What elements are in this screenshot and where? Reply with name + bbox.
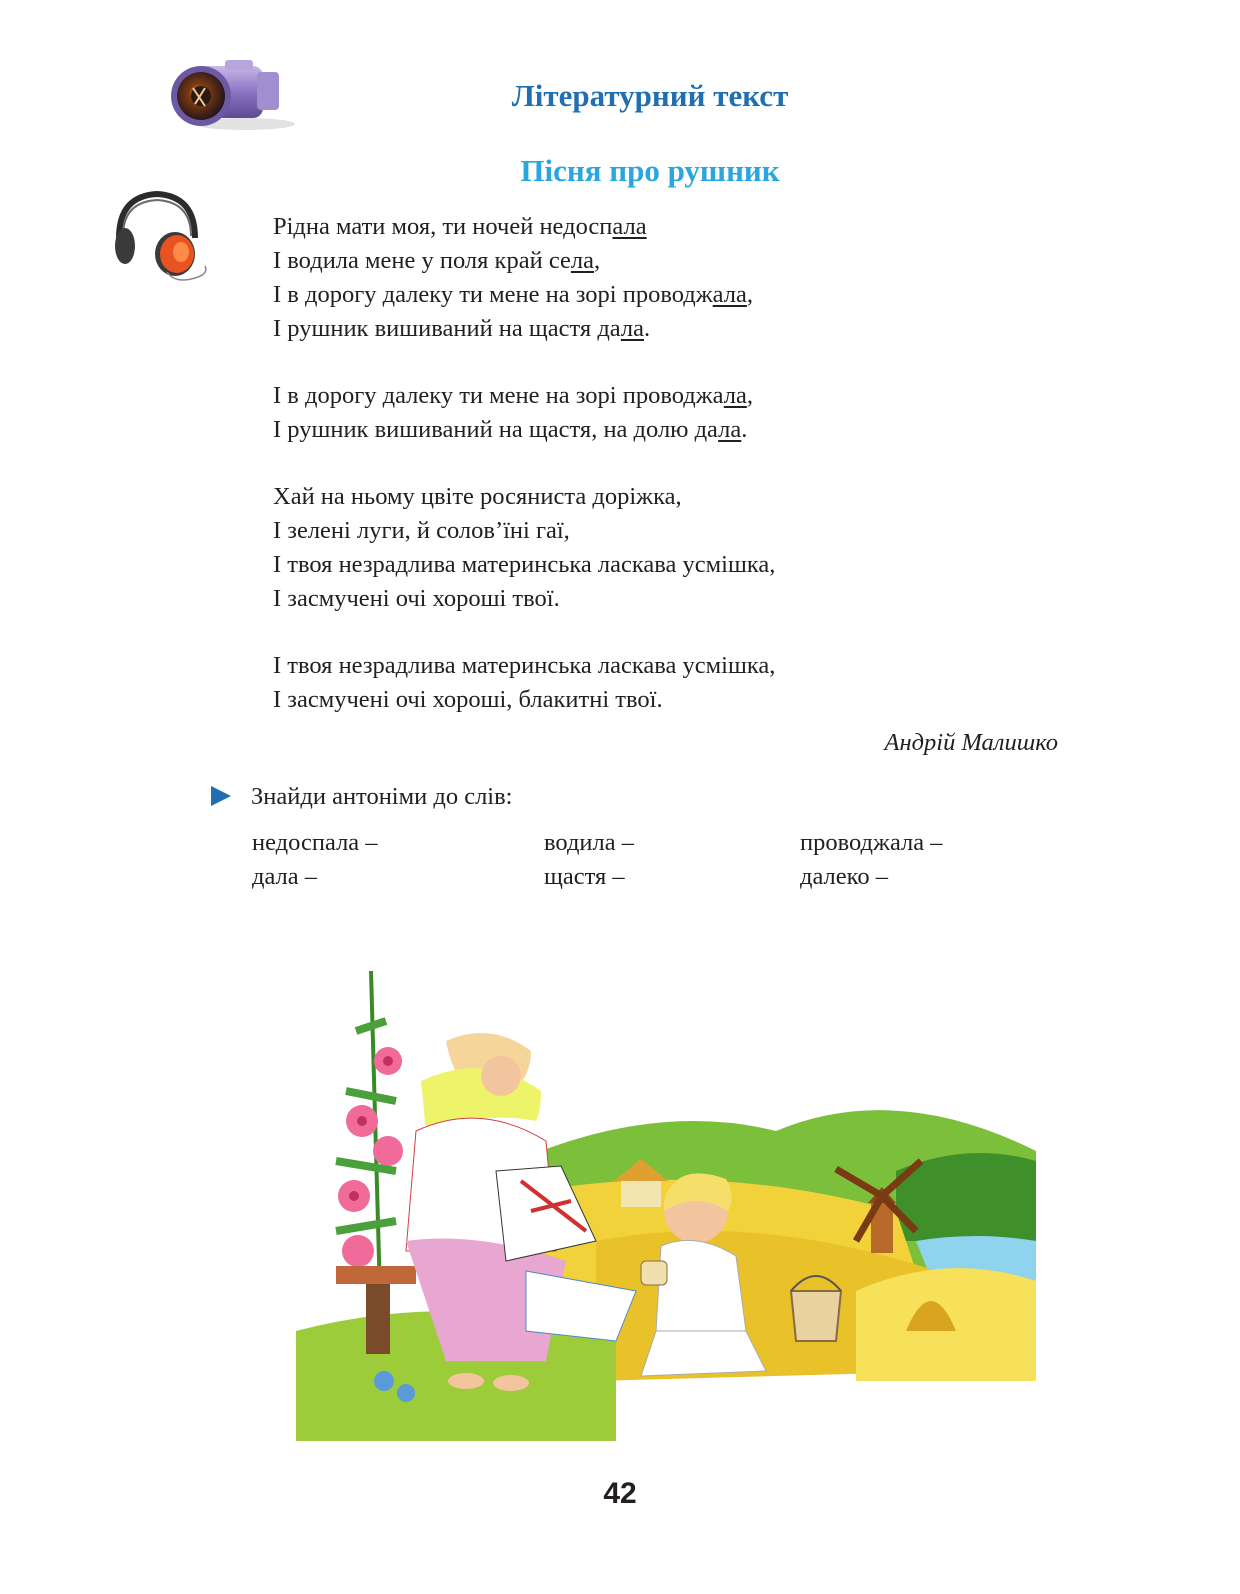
poem-line: І зелені луги, й солов’їні гаї, — [273, 517, 570, 544]
poem-stanza — [273, 480, 775, 616]
poem-line: І рушник вишиваний на щастя дала. — [273, 315, 651, 342]
poem-line: І в дорогу далеку ти мене на зорі проводжала, — [273, 382, 753, 409]
poem-title: Пісня про рушник — [520, 153, 780, 188]
page-number: 42 — [603, 1477, 637, 1510]
poem-line: Хай на ньому цвіте росяниста доріжка, — [273, 483, 682, 510]
poem-body — [273, 210, 775, 750]
poem-stanza — [273, 649, 775, 717]
poem-stanza — [273, 210, 775, 346]
antonym-word: водила – — [544, 829, 634, 856]
underlined-ending: ала — [612, 213, 647, 240]
task-prompt-text: Знайди антоніми до слів: — [251, 783, 513, 810]
underlined-ending: ла — [723, 382, 747, 409]
section-title: Літературний текст — [511, 78, 789, 113]
underlined-ending: ала — [712, 281, 747, 308]
antonym-word: далеко – — [800, 863, 888, 890]
illustration-mother-embroidering — [296, 911, 1040, 1441]
poem-line: І рушник вишиваний на щастя, на долю дала. — [273, 416, 748, 443]
poem-line: І твоя незрадлива материнська ласкава усмішка, — [273, 652, 776, 679]
antonym-word: недоспала – — [252, 829, 378, 856]
task-prompt — [211, 780, 512, 814]
poem-stanza — [273, 379, 775, 447]
poem-line: І засмучені очі хороші, блакитні твої. — [273, 686, 663, 713]
poem-line: І в дорогу далеку ти мене на зорі проводжала, — [273, 281, 753, 308]
poem-line: Рідна мати моя, ти ночей недоспала — [273, 213, 647, 240]
poem-line: І твоя незрадлива материнська ласкава усмішка, — [273, 551, 776, 578]
antonym-word: проводжала – — [800, 829, 943, 856]
headphones-icon — [105, 186, 213, 286]
antonym-word: дала – — [252, 863, 318, 890]
poem-line: І водила мене у поля край села, — [273, 247, 601, 274]
poem-line: І засмучені очі хороші твої. — [273, 585, 560, 612]
underlined-ending: ла — [718, 416, 742, 443]
antonym-word: щастя – — [544, 863, 625, 890]
underlined-ending: ла — [620, 315, 644, 342]
poem-author: Андрій Малишко — [884, 729, 1058, 756]
triangle-arrow-icon — [211, 786, 231, 806]
underlined-ending: ла — [570, 247, 594, 274]
